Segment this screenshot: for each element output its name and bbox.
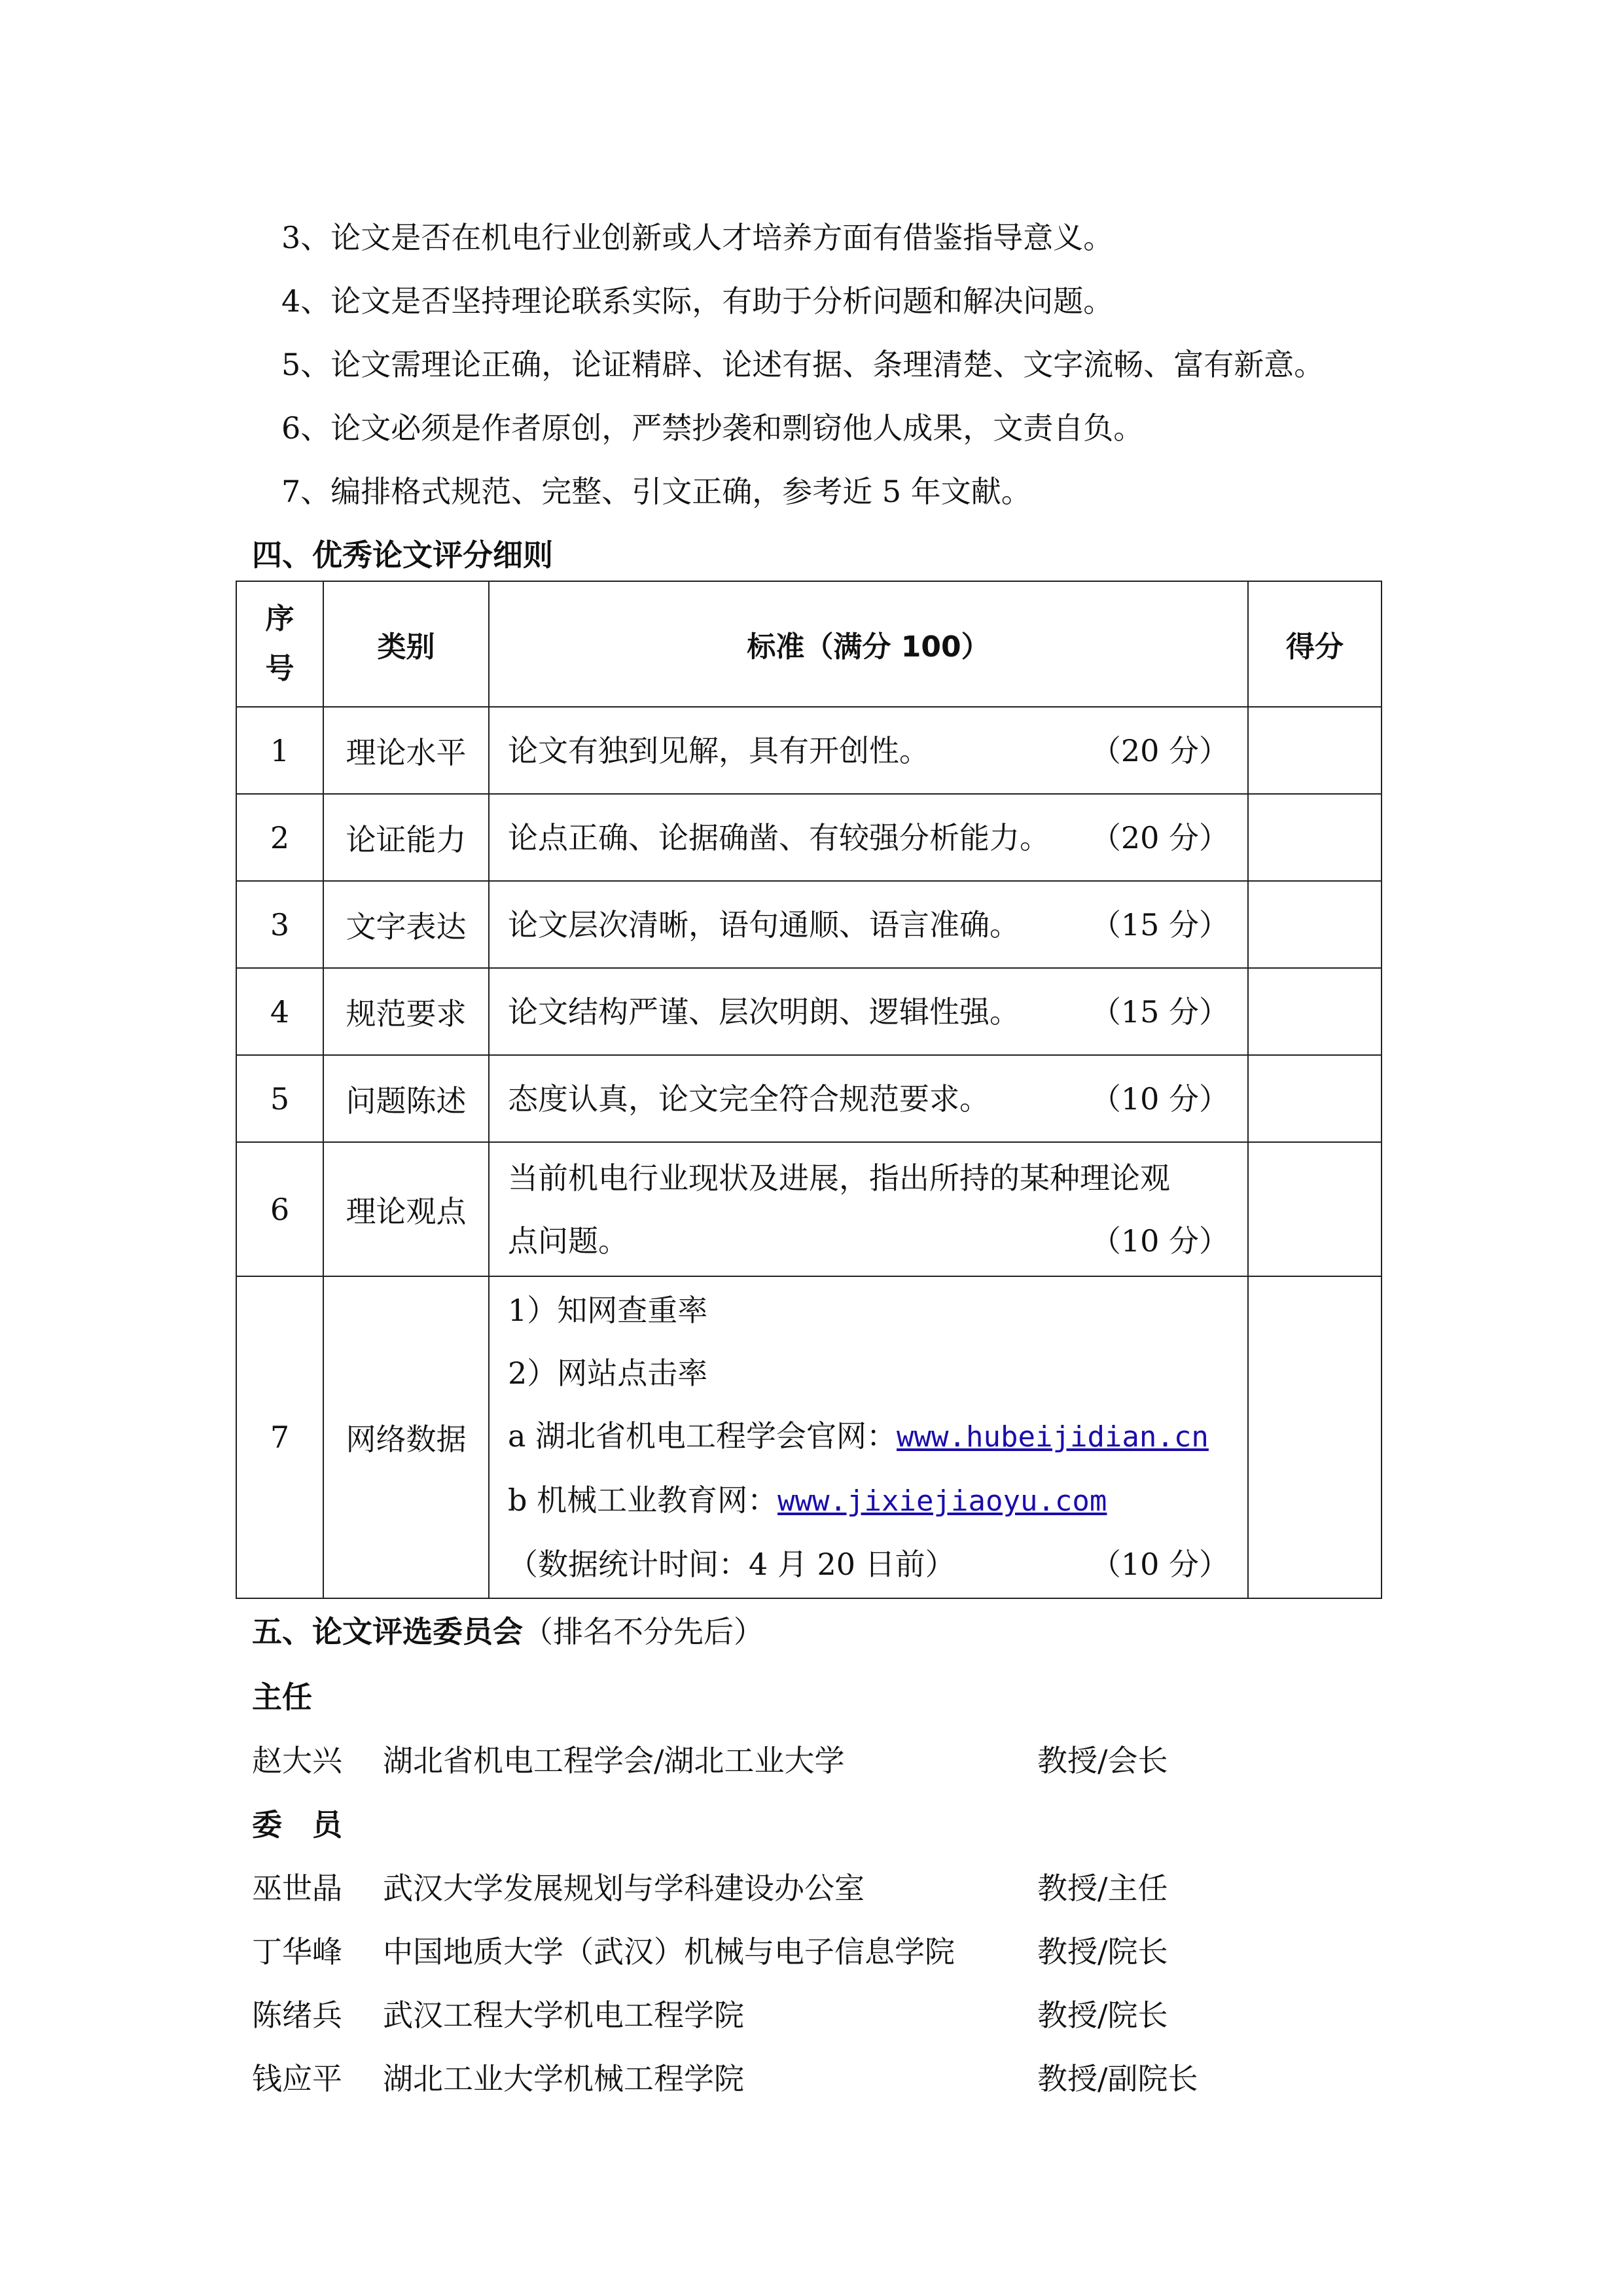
- member-name: 陈绪兵: [252, 1998, 342, 2033]
- standard-points: （10 分）: [1090, 1547, 1229, 1582]
- table-row: [236, 881, 1382, 968]
- network-item-1: 1）知网查重率: [508, 1293, 708, 1328]
- row-standard: [489, 968, 1248, 1055]
- member-name: 巫世晶: [252, 1871, 342, 1906]
- standard-points: （10 分）: [1090, 1223, 1229, 1259]
- row-number: 6: [236, 1142, 323, 1276]
- criterion-4: 4、论文是否坚持理论联系实际，有助于分析问题和解决问题。: [281, 283, 1114, 319]
- standard-text: 论文有独到见解，具有开创性。: [508, 732, 929, 768]
- member-name: 丁华峰: [252, 1934, 342, 1969]
- score-cell[interactable]: [1248, 794, 1382, 881]
- table-row: [236, 1142, 1382, 1276]
- standard-text-line1: 当前机电行业现状及进展，指出所持的某种理论观: [508, 1160, 1170, 1196]
- data-stat-note: （数据统计时间：4 月 20 日前）: [508, 1547, 955, 1582]
- row-number: 3: [236, 881, 323, 968]
- row-standard: [489, 794, 1248, 881]
- header-standard: 标准（满分 100）: [489, 581, 1248, 707]
- score-cell[interactable]: [1248, 881, 1382, 968]
- header-seq: [236, 581, 323, 707]
- row-standard: [489, 1142, 1248, 1276]
- row-standard: [489, 1276, 1248, 1598]
- site-b-link[interactable]: www.jixiejiaoyu.com: [777, 1484, 1107, 1518]
- members-label: 委 员: [252, 1807, 342, 1842]
- criterion-6: 6、论文必须是作者原创，严禁抄袭和剽窃他人成果，文责自负。: [281, 410, 1144, 446]
- standard-points: （15 分）: [1090, 906, 1229, 942]
- network-item-2: 2）网站点击率: [508, 1355, 708, 1391]
- row-category: 论证能力: [323, 794, 489, 881]
- section-5-title: 五、论文评选委员会: [252, 1614, 523, 1649]
- member-title: 教授/院长: [1037, 1934, 1168, 1969]
- row-number: 5: [236, 1055, 323, 1142]
- scoring-table: [236, 581, 1382, 1599]
- row-category: 文字表达: [323, 881, 489, 968]
- score-cell[interactable]: [1248, 707, 1382, 794]
- table-header-row: [236, 581, 1382, 707]
- row-standard: [489, 881, 1248, 968]
- table-row: [236, 968, 1382, 1055]
- score-cell[interactable]: [1248, 1276, 1382, 1598]
- table-row: [236, 1276, 1382, 1598]
- header-seq-line2: 号: [265, 652, 294, 685]
- section-4-title: 四、优秀论文评分细则: [252, 537, 553, 573]
- member-title: 教授/院长: [1037, 1998, 1168, 2033]
- member-title: 教授/主任: [1037, 1871, 1168, 1906]
- member-name: 钱应平: [252, 2061, 342, 2096]
- member-org: 武汉工程大学机电工程学院: [383, 1998, 744, 2033]
- row-category: 网络数据: [323, 1276, 489, 1598]
- member-org: 湖北省机电工程学会/湖北工业大学: [383, 1743, 845, 1778]
- director-label: 主任: [252, 1679, 312, 1715]
- member-title: 教授/副院长: [1037, 2061, 1198, 2096]
- member-org: 中国地质大学（武汉）机械与电子信息学院: [383, 1934, 955, 1969]
- row-category: 理论水平: [323, 707, 489, 794]
- table-row: [236, 707, 1382, 794]
- row-category: 规范要求: [323, 968, 489, 1055]
- header-score: 得分: [1248, 581, 1382, 707]
- member-title: 教授/会长: [1037, 1743, 1168, 1778]
- member-org: 武汉大学发展规划与学科建设办公室: [383, 1871, 865, 1906]
- section-5-heading: [252, 1613, 764, 1650]
- standard-points: （20 分）: [1090, 819, 1229, 855]
- member-name: 赵大兴: [252, 1743, 342, 1778]
- site-a-label: a 湖北省机电工程学会官网：: [508, 1418, 897, 1454]
- site-b-label: b 机械工业教育网：: [508, 1482, 778, 1518]
- header-category: 类别: [323, 581, 489, 707]
- standard-text-line2: 点问题。: [508, 1223, 628, 1259]
- standard-points: （10 分）: [1090, 1081, 1229, 1117]
- site-a-link[interactable]: www.hubeijidian.cn: [897, 1420, 1209, 1454]
- site-b: [508, 1469, 1229, 1533]
- row-standard: [489, 1055, 1248, 1142]
- criterion-7: 7、编排格式规范、完整、引文正确，参考近 5 年文献。: [281, 474, 1031, 509]
- row-category: 理论观点: [323, 1142, 489, 1276]
- criterion-3: 3、论文是否在机电行业创新或人才培养方面有借鉴指导意义。: [281, 220, 1114, 255]
- row-category: 问题陈述: [323, 1055, 489, 1142]
- standard-text: 态度认真，论文完全符合规范要求。: [508, 1081, 990, 1117]
- standard-points: （20 分）: [1090, 732, 1229, 768]
- score-cell[interactable]: [1248, 968, 1382, 1055]
- table-row: [236, 794, 1382, 881]
- standard-text: 论文层次清晰，语句通顺、语言准确。: [508, 906, 1020, 942]
- row-number: 7: [236, 1276, 323, 1598]
- score-cell[interactable]: [1248, 1055, 1382, 1142]
- criterion-5: 5、论文需理论正确，论证精辟、论述有据、条理清楚、文字流畅、富有新意。: [281, 347, 1325, 382]
- score-cell[interactable]: [1248, 1142, 1382, 1276]
- row-number: 2: [236, 794, 323, 881]
- member-org: 湖北工业大学机械工程学院: [383, 2061, 744, 2096]
- row-standard: [489, 707, 1248, 794]
- row-number: 4: [236, 968, 323, 1055]
- standard-text: 论文结构严谨、层次明朗、逻辑性强。: [508, 994, 1020, 1030]
- standard-text: 论点正确、论据确凿、有较强分析能力。: [508, 819, 1050, 855]
- site-a: [508, 1405, 1229, 1469]
- standard-points: （15 分）: [1090, 994, 1229, 1030]
- table-row: [236, 1055, 1382, 1142]
- row-number: 1: [236, 707, 323, 794]
- section-5-note: （排名不分先后）: [523, 1614, 764, 1649]
- header-seq-line1: 序: [265, 602, 294, 636]
